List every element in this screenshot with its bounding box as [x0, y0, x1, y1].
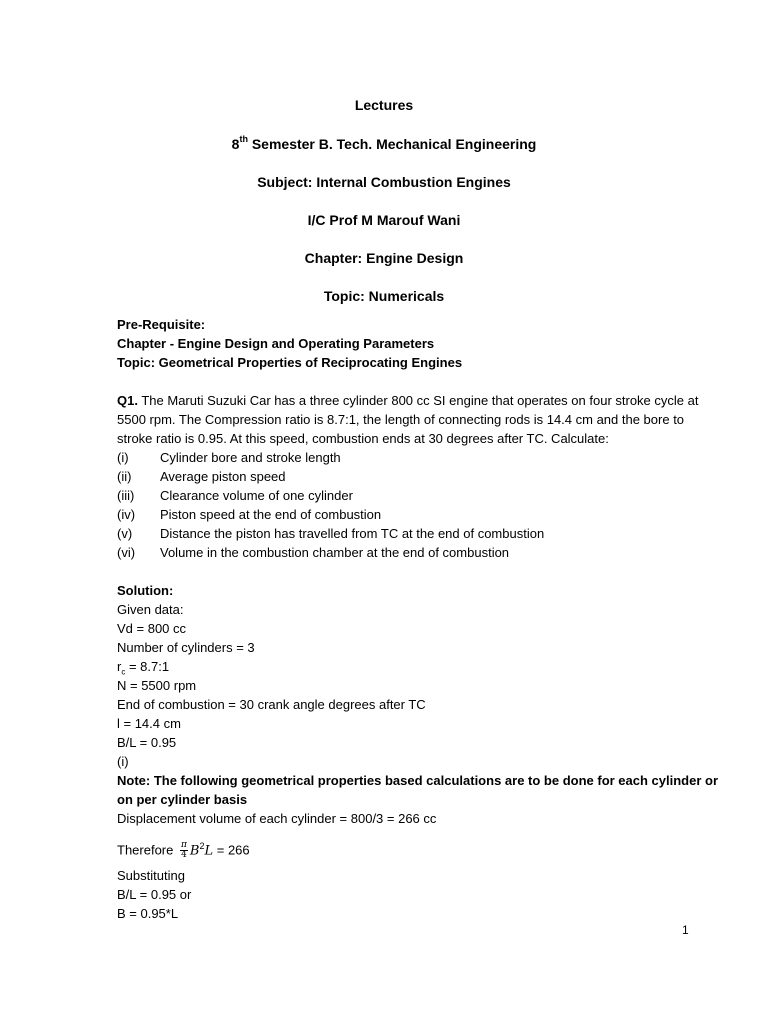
- given-data-label: Given data:: [117, 602, 184, 617]
- therefore-text: Therefore: [117, 842, 177, 858]
- solution-heading: Solution:: [117, 583, 174, 598]
- topic-heading: Topic: Numericals: [323, 288, 445, 304]
- prereq-topic: Topic: Geometrical Properties of Reciprocating Engines: [117, 355, 463, 370]
- given-l: l = 14.4 cm: [117, 716, 181, 731]
- bl-ratio-line: B/L = 0.95 or: [117, 887, 192, 902]
- note-line-2: on per cylinder basis: [117, 792, 248, 807]
- eq-exponent: 2: [199, 841, 205, 851]
- question-text-1: The Maruti Suzuki Car has a three cylinder 800 cc SI engine that operates on four stroke cycle at: [137, 393, 699, 408]
- chapter-heading: Chapter: Engine Design: [304, 250, 464, 266]
- semester-number: 8: [231, 136, 240, 152]
- item-text: Clearance volume of one cylinder: [160, 488, 353, 503]
- item-text: Average piston speed: [160, 469, 286, 484]
- part-i-label: (i): [117, 754, 129, 769]
- note-line-1: Note: The following geometrical properties based calculations are to be done for each cylinder or: [117, 773, 719, 788]
- rc-value: = 8.7:1: [125, 659, 170, 674]
- rc-symbol: r: [117, 659, 122, 674]
- item-number: (v): [117, 526, 133, 541]
- item-text: Distance the piston has travelled from TC at the end of combustion: [160, 526, 545, 541]
- b-equation-line: B = 0.95*L: [117, 906, 179, 921]
- eq-rhs: = 266: [213, 842, 250, 858]
- eq-b: B: [189, 843, 200, 859]
- item-number: (iv): [117, 507, 136, 522]
- item-number: (iii): [117, 488, 135, 503]
- given-n: N = 5500 rpm: [117, 678, 197, 693]
- instructor-heading: I/C Prof M Marouf Wani: [307, 212, 461, 228]
- substituting-label: Substituting: [117, 868, 185, 883]
- subject-heading: Subject: Internal Combustion Engines: [257, 174, 511, 190]
- given-cylinders: Number of cylinders = 3: [117, 640, 255, 655]
- rc-subscript: c: [121, 667, 126, 677]
- fraction-denominator: 4: [181, 850, 187, 861]
- question-line-1: [117, 392, 698, 410]
- pi-over-4-fraction: [180, 841, 188, 860]
- prereq-heading: Pre-Requisite:: [117, 317, 206, 332]
- prereq-chapter: Chapter - Engine Design and Operating Parameters: [117, 336, 435, 351]
- item-number: (i): [117, 450, 129, 465]
- item-text: Cylinder bore and stroke length: [160, 450, 341, 465]
- fraction-numerator: π: [180, 840, 187, 851]
- item-number: (ii): [117, 469, 132, 484]
- item-number: (vi): [117, 545, 136, 560]
- item-text: Piston speed at the end of combustion: [160, 507, 382, 522]
- semester-heading: [0, 135, 768, 153]
- question-line-2: 5500 rpm. The Compression ratio is 8.7:1, the length of connecting rods is 14.4 cm and the bore to: [117, 412, 685, 427]
- given-end-combustion: End of combustion = 30 crank angle degrees after TC: [117, 697, 426, 712]
- equation-line: [117, 837, 250, 860]
- displacement-volume: Displacement volume of each cylinder = 800/3 = 266 cc: [117, 811, 437, 826]
- given-bl: B/L = 0.95: [117, 735, 177, 750]
- semester-ordinal: th: [239, 134, 248, 145]
- question-line-3: stroke ratio is 0.95. At this speed, combustion ends at 30 degrees after TC. Calculate:: [117, 431, 609, 446]
- lectures-heading: Lectures: [354, 97, 414, 113]
- given-vd: Vd = 800 cc: [117, 621, 187, 636]
- eq-l: L: [204, 843, 214, 859]
- page-number: 1: [682, 923, 689, 937]
- item-text: Volume in the combustion chamber at the end of combustion: [160, 545, 510, 560]
- question-label: Q1.: [117, 393, 138, 408]
- semester-text: Semester B. Tech. Mechanical Engineering: [247, 136, 537, 152]
